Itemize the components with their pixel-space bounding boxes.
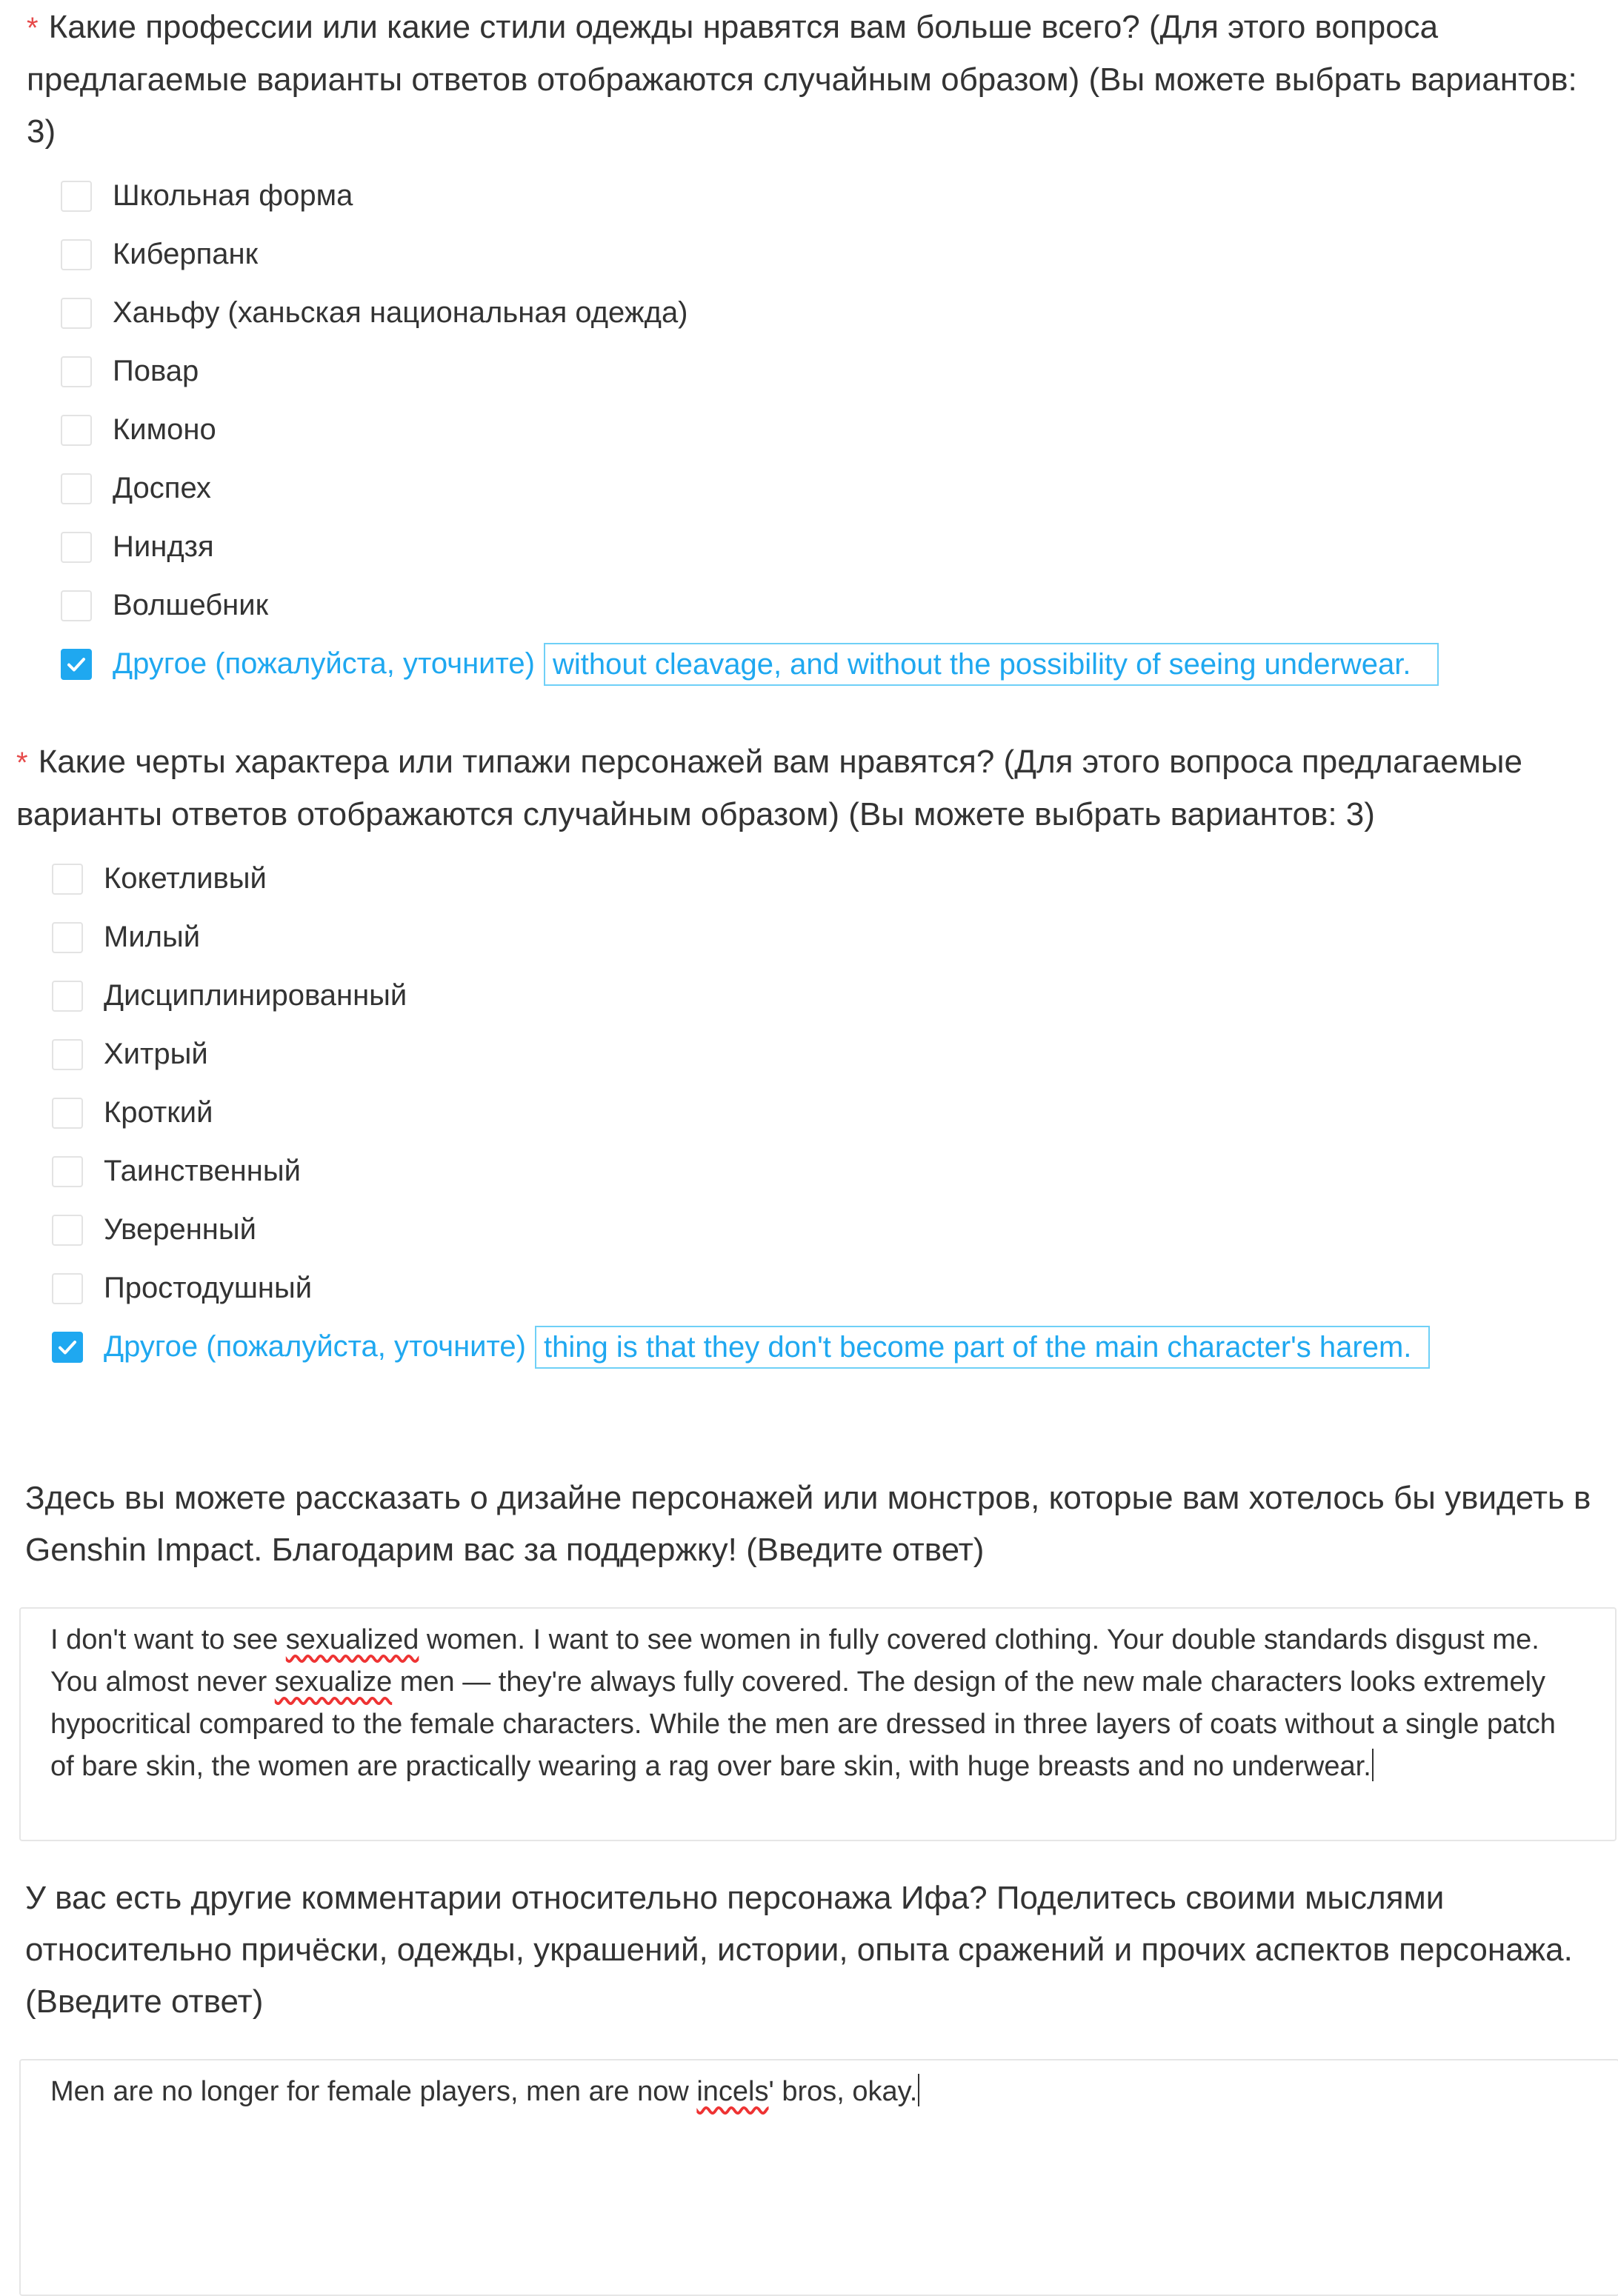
question-1-options: [19, 167, 1603, 693]
text-caret: [1372, 1749, 1374, 1781]
checkbox[interactable]: [61, 239, 92, 270]
checkbox-checked[interactable]: [52, 1332, 83, 1363]
option-other[interactable]: [19, 635, 1603, 693]
answer-textarea-1[interactable]: I don't want to see sexualized women. I want to see women in fully covered clothing. Your double standards disgust me. You almost never sexualize men — they're always fully covered. The design of the new male characters looks extremely hypocritical compared to the female characters. While the men are dressed in three layers of coats without a single patch of bare skin, the women are practically wearing a rag over bare skin, with huge breasts and no underwear.: [19, 1607, 1617, 1841]
checkbox[interactable]: [61, 298, 92, 329]
question-4-title: У вас есть другие комментарии относительно персонажа Ифа? Поделитесь своими мыслями относительно причёски, одежды, украшений, истории, опыта сражений и прочих аспектов персонажа. (Введите ответ): [25, 1880, 1573, 2020]
text-caret: [918, 2074, 919, 2106]
option-ninja[interactable]: [19, 518, 1603, 576]
option-label: Простодушный: [104, 1272, 313, 1304]
checkbox[interactable]: [52, 864, 83, 895]
checkmark-icon: [65, 653, 87, 675]
checkbox[interactable]: [61, 415, 92, 446]
option-hanfu[interactable]: [19, 284, 1603, 342]
question-2-options: [10, 850, 1603, 1376]
option-label: Милый: [104, 921, 201, 953]
option-cunning[interactable]: [10, 1025, 1603, 1084]
option-label: Уверенный: [104, 1213, 256, 1246]
option-flirty[interactable]: [10, 850, 1603, 908]
checkbox[interactable]: [61, 473, 92, 504]
checkbox[interactable]: [61, 356, 92, 387]
option-mysterious[interactable]: [10, 1142, 1603, 1201]
option-label: Доспех: [113, 472, 211, 504]
required-mark: *: [27, 12, 39, 44]
option-naive[interactable]: [10, 1259, 1603, 1318]
question-1: [19, 1, 1603, 693]
option-label: Кокетливый: [104, 862, 267, 895]
checkbox[interactable]: [52, 1039, 83, 1070]
checkbox[interactable]: [52, 922, 83, 953]
misspelled-word: sexualized: [285, 1624, 419, 1655]
misspelled-word: incels: [696, 2076, 769, 2107]
checkbox[interactable]: [52, 1098, 83, 1129]
other-specify-input[interactable]: thing is that they don't become part of the main character's harem.: [535, 1326, 1430, 1369]
option-label: Ниндзя: [113, 530, 214, 563]
option-label: Дисциплинированный: [104, 979, 407, 1012]
question-1-title: * Какие профессии или какие стили одежды нравятся вам больше всего? (Для этого вопроса предлагаемые варианты ответов отображаются случайным образом) (Вы можете выбрать вариантов: 3): [27, 9, 1577, 150]
option-cyberpunk[interactable]: [19, 225, 1603, 284]
checkbox[interactable]: [61, 181, 92, 212]
option-label: Хитрый: [104, 1038, 208, 1070]
option-label: Школьная форма: [113, 179, 353, 212]
option-label: Ханьфу (ханьская национальная одежда): [113, 296, 688, 329]
option-label: Кроткий: [104, 1096, 213, 1129]
checkbox-checked[interactable]: [61, 649, 92, 680]
option-disciplined[interactable]: [10, 967, 1603, 1025]
question-3-title: Здесь вы можете рассказать о дизайне персонажей или монстров, которые вам хотелось бы увидеть в Genshin Impact. Благодарим вас за поддержку! (Введите ответ): [25, 1480, 1591, 1568]
option-label: Киберпанк: [113, 238, 259, 270]
checkbox[interactable]: [61, 590, 92, 621]
option-label: Повар: [113, 355, 199, 387]
checkbox[interactable]: [52, 1156, 83, 1187]
checkbox[interactable]: [52, 1215, 83, 1246]
question-4: [19, 1872, 1603, 2028]
option-label: Волшебник: [113, 589, 269, 621]
option-kimono[interactable]: [19, 401, 1603, 459]
option-label: Другое (пожалуйста, уточните): [104, 1330, 526, 1363]
option-wizard[interactable]: [19, 576, 1603, 635]
question-3: [19, 1472, 1603, 1576]
answer-textarea-2[interactable]: Men are no longer for female players, men are now incels' bros, okay.: [19, 2059, 1618, 2296]
option-other[interactable]: [10, 1318, 1603, 1376]
question-2: [10, 736, 1603, 1376]
option-label: Таинственный: [104, 1155, 301, 1187]
checkmark-icon: [56, 1336, 79, 1358]
other-specify-input[interactable]: without cleavage, and without the possibility of seeing underwear.: [544, 643, 1439, 686]
question-2-title: * Какие черты характера или типажи персонажей вам нравятся? (Для этого вопроса предлагаемые варианты ответов отображаются случайным образом) (Вы можете выбрать вариантов: 3): [16, 744, 1522, 832]
option-confident[interactable]: [10, 1201, 1603, 1259]
option-armor[interactable]: [19, 459, 1603, 518]
required-mark: *: [16, 747, 28, 779]
option-meek[interactable]: [10, 1084, 1603, 1142]
misspelled-word: sexualize: [274, 1666, 393, 1698]
checkbox[interactable]: [52, 981, 83, 1012]
checkbox[interactable]: [52, 1273, 83, 1304]
checkbox[interactable]: [61, 532, 92, 563]
option-label: Другое (пожалуйста, уточните): [113, 647, 535, 680]
option-school-uniform[interactable]: [19, 167, 1603, 225]
option-cook[interactable]: [19, 342, 1603, 401]
option-cute[interactable]: [10, 908, 1603, 967]
option-label: Кимоно: [113, 413, 216, 446]
